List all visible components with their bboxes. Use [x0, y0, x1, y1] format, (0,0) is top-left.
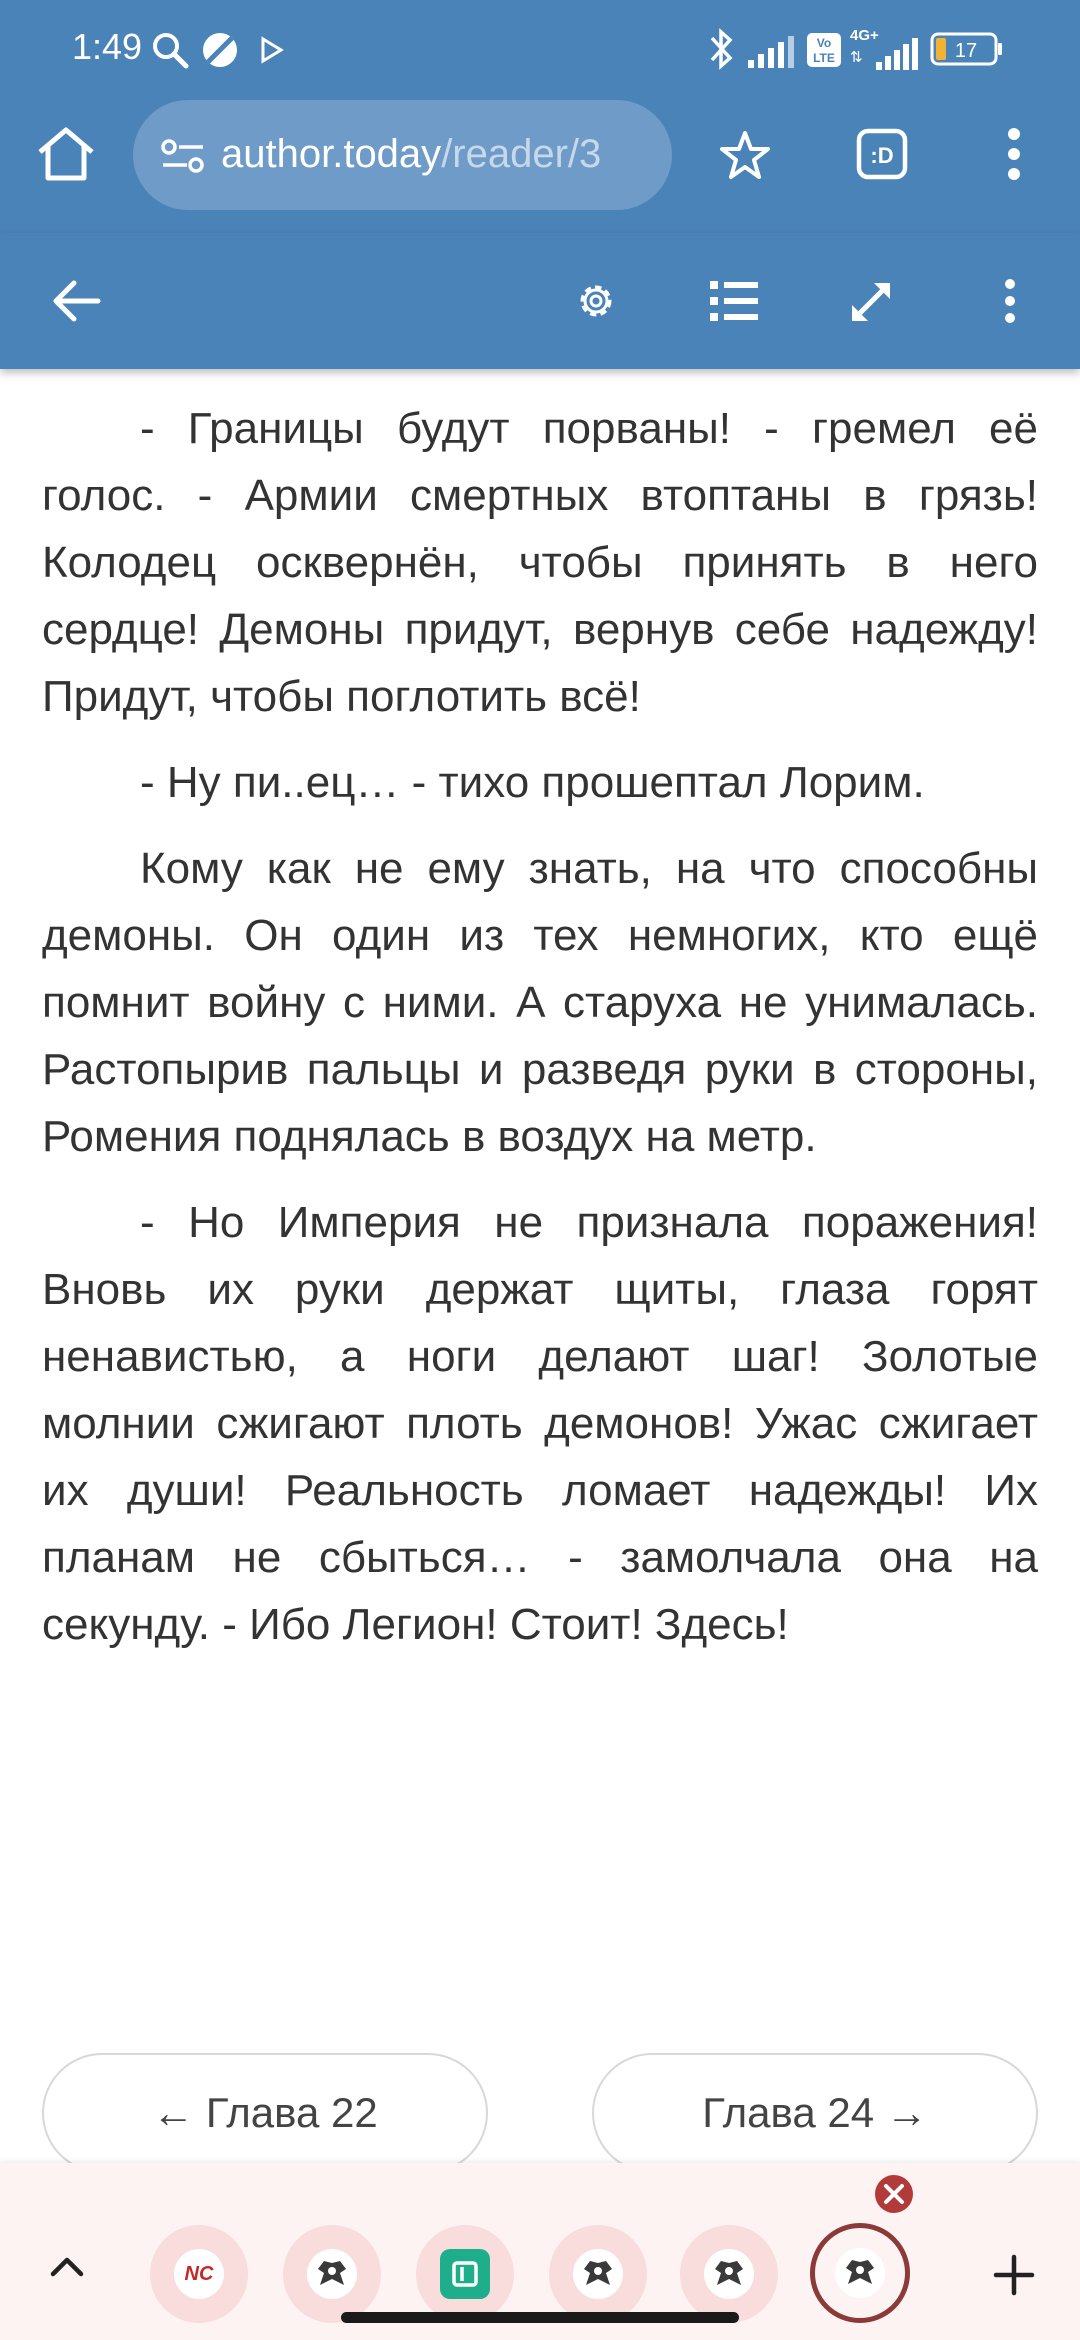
tab-legion-3[interactable] [680, 2225, 778, 2323]
tab-legion-1[interactable] [283, 2225, 381, 2323]
site-settings-icon[interactable] [161, 138, 205, 174]
paragraph: - Границы будут порваны! - гремел её голос. - Армии смертных втоптаны в грязь! Колодец осквернён, чтобы принять в него сердце! Демоны придут, вернув себе надежду! Придут, чтобы поглотить всё! [42, 404, 1038, 721]
fullscreen-icon[interactable] [848, 279, 894, 325]
chapter-text [42, 395, 1038, 1677]
svg-text:Vo: Vo [816, 36, 832, 50]
svg-text:4G+: 4G+ [850, 27, 879, 44]
settings-gear-icon[interactable] [574, 279, 618, 323]
more-vert-icon[interactable] [1000, 277, 1020, 325]
prev-chapter-button[interactable]: ← Глава 22 [42, 2053, 488, 2173]
close-tab-icon[interactable] [874, 2174, 914, 2214]
home-indicator[interactable] [341, 2312, 739, 2323]
svg-text:LTE: LTE [813, 51, 835, 65]
reader-toolbar [0, 233, 1080, 369]
battery-icon [930, 32, 1004, 66]
status-time: 1:49 [72, 26, 143, 67]
bluetooth-icon [708, 26, 736, 72]
home-icon[interactable] [36, 126, 96, 182]
legion-crest-icon [307, 2249, 357, 2299]
paragraph: Кому как не ему знать, на что способны демоны. Он один из тех немногих, кто ещё помнит войну с ними. А старуха не унималась. Растопырив пальцы и разведя руки в стороны, Ромения поднялась в воздух на метр. [42, 844, 1038, 1161]
url-path: /reader/3 [441, 132, 602, 176]
volte-icon [806, 32, 842, 68]
table-of-contents-icon[interactable] [710, 281, 758, 321]
star-icon[interactable] [720, 130, 770, 180]
tab-switcher-icon[interactable] [856, 128, 908, 180]
battery-level: 17 [954, 40, 978, 62]
tab-nc[interactable] [150, 2225, 248, 2323]
play-status-icon [260, 36, 284, 64]
legion-crest-icon [835, 2248, 885, 2298]
legion-crest-icon [573, 2249, 623, 2299]
tab-legion-active[interactable] [810, 2223, 910, 2323]
more-vert-icon[interactable] [1004, 126, 1024, 182]
address-bar[interactable] [133, 100, 672, 210]
circle-slash-status-icon [200, 30, 240, 70]
tab-app[interactable] [416, 2225, 514, 2323]
app-logo-icon [440, 2249, 490, 2299]
add-tab-icon[interactable] [992, 2253, 1036, 2297]
signal-icon [748, 34, 800, 68]
tab-legion-2[interactable] [549, 2225, 647, 2323]
back-arrow-icon[interactable] [52, 279, 102, 323]
svg-text:⇅: ⇅ [850, 49, 863, 66]
paragraph: - Но Империя не признала поражения! Вновь их руки держат щиты, глаза горят ненавистью, а ноги делают шаг! Золотые молнии сжигают плоть демонов! Ужас сжигает их души! Реальность ломает надежды! Их планам не сбыться… - замолчала она на секунду. - Ибо Легион! Стоит! Здесь! [42, 1198, 1038, 1649]
nc-logo-text: NC [184, 2262, 214, 2285]
chevron-up-icon[interactable] [50, 2255, 84, 2277]
legion-crest-icon [704, 2249, 754, 2299]
browser-chrome [0, 0, 1080, 233]
url-text[interactable] [221, 132, 601, 177]
svg-text::D: :D [870, 143, 894, 168]
next-chapter-button[interactable]: Глава 24 → [592, 2053, 1038, 2173]
status-bar [0, 0, 1080, 96]
nc-logo-icon [174, 2249, 224, 2299]
signal-4g-icon [848, 26, 920, 70]
paragraph: - Ну пи..ец… - тихо прошептал Лорим. [140, 758, 925, 807]
url-domain: author.today [221, 132, 442, 176]
search-status-icon [150, 30, 190, 70]
